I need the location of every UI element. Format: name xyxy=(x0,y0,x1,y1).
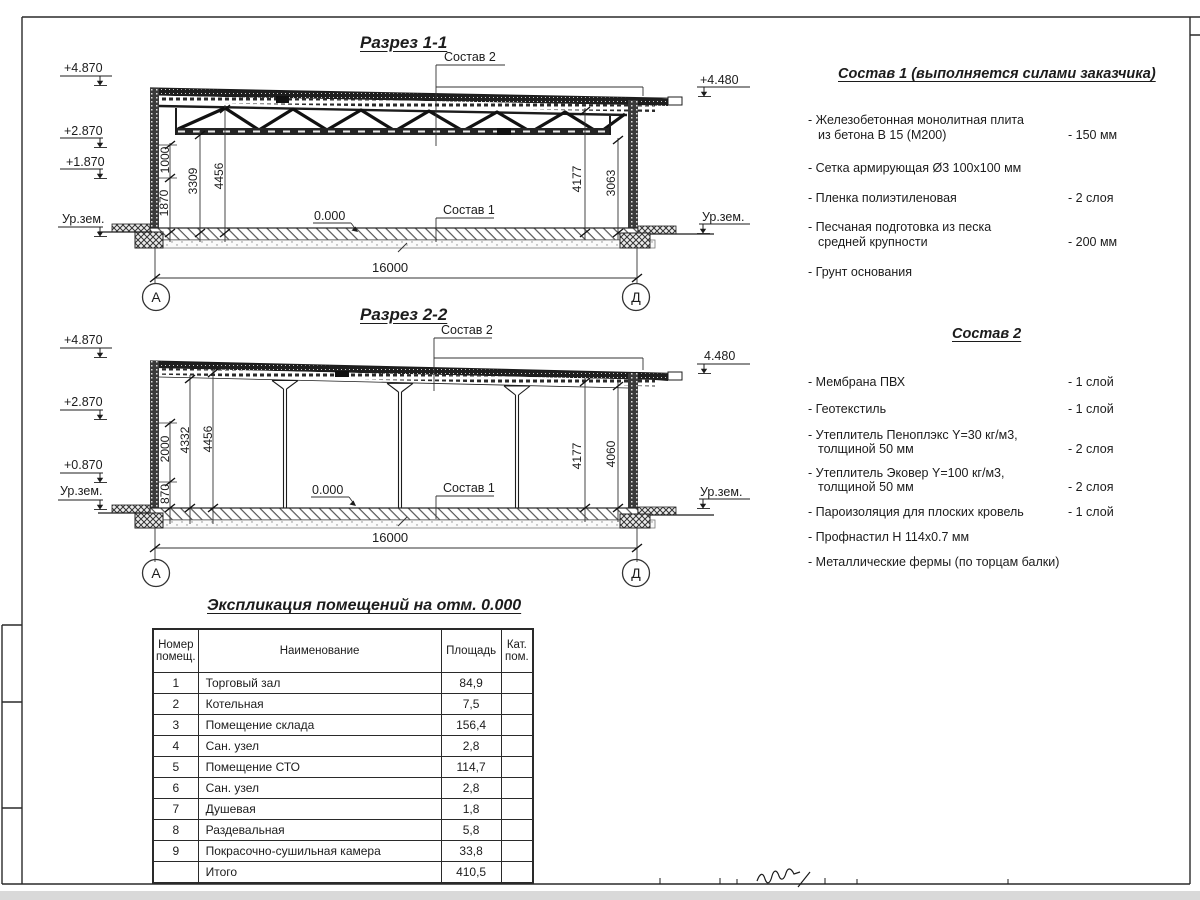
dim-4177-s2: 4177 xyxy=(570,442,584,470)
elevation-mark-plus4870-s1: +4.870 xyxy=(64,61,103,75)
room-name: Покрасочно-сушильная камера xyxy=(198,841,441,862)
table-row xyxy=(153,694,533,715)
composition2-item3-line2: толщиной 50 мм xyxy=(818,442,914,456)
dim-1000-s1: 1000 xyxy=(158,146,172,174)
table-total-row xyxy=(153,862,533,884)
elevation-mark-plus0870-s2: +0.870 xyxy=(64,458,103,472)
composition2-item1-value: - 1 слой xyxy=(1068,375,1114,389)
callout-sostav2-s2: Состав 2 xyxy=(441,323,493,337)
composition2-item7-line1: - Металлические фермы (по торцам балки) xyxy=(808,555,1060,569)
composition2-item4-line2: толщиной 50 мм xyxy=(818,480,914,494)
room-cat xyxy=(501,715,533,736)
room-num: 2 xyxy=(153,694,198,715)
dim-span-16000-s2: 16000 xyxy=(372,530,409,545)
table-row xyxy=(153,736,533,757)
room-num: 3 xyxy=(153,715,198,736)
room-name: Котельная xyxy=(198,694,441,715)
composition2-title: Состав 2 xyxy=(952,326,1022,342)
axis-bubble-d-s2: Д xyxy=(631,565,641,581)
dim-4060-s2: 4060 xyxy=(604,440,618,468)
room-name: Раздевальная xyxy=(198,820,441,841)
room-total-area: 410,5 xyxy=(441,862,501,884)
room-area: 33,8 xyxy=(441,841,501,862)
room-name: Торговый зал xyxy=(198,673,441,694)
zero-level-label-s2: 0.000 xyxy=(312,483,344,497)
composition2-item3-line1: - Утеплитель Пеноплэкс Y=30 кг/м3, xyxy=(808,428,1018,442)
axis-bubble-a-s1: А xyxy=(151,289,161,305)
room-name: Сан. узел xyxy=(198,736,441,757)
header-room-cat-line1: Кат. xyxy=(506,639,527,651)
header-room-cat-line2: пом. xyxy=(504,651,529,663)
room-cat xyxy=(501,820,533,841)
composition2-item3-value: - 2 слоя xyxy=(1068,442,1114,456)
ground-level-label-left-s2: Ур.зем. xyxy=(60,484,103,498)
header-room-area: Площадь xyxy=(441,629,501,673)
elevation-mark-plus2870-s2: +2.870 xyxy=(64,395,103,409)
dim-2000-s2: 2000 xyxy=(158,435,172,463)
dim-span-16000-s1: 16000 xyxy=(372,260,409,275)
dim-3309-s1: 3309 xyxy=(186,167,200,195)
elevation-mark-4480-s2: 4.480 xyxy=(704,349,736,363)
composition2-item6-line1: - Профнастил Н 114х0.7 мм xyxy=(808,530,970,544)
table-row xyxy=(153,841,533,862)
room-name: Душевая xyxy=(198,799,441,820)
composition2-item1-line1: - Мембрана ПВХ xyxy=(808,375,906,389)
room-num: 6 xyxy=(153,778,198,799)
room-cat xyxy=(501,694,533,715)
scan-edge-shadow xyxy=(0,891,1200,900)
callout-sostav1-s2: Состав 1 xyxy=(443,481,495,495)
composition1-item4-value: - 200 мм xyxy=(1068,235,1118,249)
room-cat xyxy=(501,757,533,778)
axis-bubble-a-s2: А xyxy=(151,565,161,581)
room-cat xyxy=(501,841,533,862)
table-row xyxy=(153,820,533,841)
callout-sostav2-s1: Состав 2 xyxy=(444,50,496,64)
composition1-item3-value: - 2 слоя xyxy=(1068,191,1114,205)
elevation-mark-plus4480-s1: +4.480 xyxy=(700,73,739,87)
composition1-item1-line2: из бетона В 15 (М200) xyxy=(818,128,947,142)
room-area: 84,9 xyxy=(441,673,501,694)
composition2-item4-line1: - Утеплитель Эковер Y=100 кг/м3, xyxy=(808,466,1005,480)
room-cat xyxy=(501,778,533,799)
room-total-label: Итого xyxy=(198,862,441,884)
room-cat xyxy=(501,736,533,757)
composition2-item5-value: - 1 слой xyxy=(1068,505,1114,519)
room-area: 5,8 xyxy=(441,820,501,841)
room-schedule-table xyxy=(152,628,534,884)
composition2-item2-value: - 1 слой xyxy=(1068,402,1114,416)
header-room-cat xyxy=(501,629,533,673)
composition2-item5-line1: - Пароизоляция для плоских кровель xyxy=(808,505,1024,519)
axis-bubble-d-s1: Д xyxy=(631,289,641,305)
room-name: Сан. узел xyxy=(198,778,441,799)
elevation-mark-plus1870-s1: +1.870 xyxy=(66,155,105,169)
dim-4456-s2: 4456 xyxy=(201,425,215,453)
table-header-row xyxy=(153,629,533,673)
zero-level-label-s1: 0.000 xyxy=(314,209,346,223)
composition1-item2-line1: - Сетка армирующая Ø3 100х100 мм xyxy=(808,161,1022,175)
room-area: 7,5 xyxy=(441,694,501,715)
composition2-item4-value: - 2 слоя xyxy=(1068,480,1114,494)
composition1-item3-line1: - Пленка полиэтиленовая xyxy=(808,191,957,205)
dim-1870-s1: 1870 xyxy=(157,189,171,217)
room-area: 1,8 xyxy=(441,799,501,820)
table-row xyxy=(153,757,533,778)
table-row xyxy=(153,799,533,820)
composition1-item1-line1: - Железобетонная монолитная плита xyxy=(808,113,1024,127)
ground-level-label-left-s1: Ур.зем. xyxy=(62,212,105,226)
dim-4456-s1: 4456 xyxy=(212,162,226,190)
ground-level-label-right-s2: Ур.зем. xyxy=(700,485,743,499)
composition1-title: Состав 1 (выполняется силами заказчика) xyxy=(838,66,1156,82)
room-num: 4 xyxy=(153,736,198,757)
room-num: 5 xyxy=(153,757,198,778)
callout-sostav1-s1: Состав 1 xyxy=(443,203,495,217)
room-table-title: Экспликация помещений на отм. 0.000 xyxy=(207,597,522,614)
composition1-item4-line2: средней крупности xyxy=(818,235,928,249)
dim-870-s2: 870 xyxy=(158,483,172,505)
header-room-number-line1: Номер xyxy=(158,639,194,651)
room-area: 156,4 xyxy=(441,715,501,736)
room-cat xyxy=(501,862,533,884)
section2-title: Разрез 2-2 xyxy=(360,305,448,324)
section1-title: Разрез 1-1 xyxy=(360,33,448,52)
composition1-item4-line1: - Песчаная подготовка из песка xyxy=(808,220,992,234)
room-num xyxy=(153,862,198,884)
elevation-mark-plus4870-s2: +4.870 xyxy=(64,333,103,347)
header-room-number xyxy=(153,629,198,673)
table-row xyxy=(153,673,533,694)
room-num: 8 xyxy=(153,820,198,841)
room-name: Помещение склада xyxy=(198,715,441,736)
room-num: 1 xyxy=(153,673,198,694)
header-room-name: Наименование xyxy=(198,629,441,673)
table-row xyxy=(153,778,533,799)
composition1-item5-line1: - Грунт основания xyxy=(808,265,913,279)
composition1-item1-value: - 150 мм xyxy=(1068,128,1118,142)
room-cat xyxy=(501,673,533,694)
elevation-mark-plus2870-s1: +2.870 xyxy=(64,124,103,138)
ground-level-label-right-s1: Ур.зем. xyxy=(702,210,745,224)
dim-4332-s2: 4332 xyxy=(178,426,192,454)
composition2-item2-line1: - Геотекстиль xyxy=(808,402,887,416)
header-room-number-line2: помещ. xyxy=(156,651,196,663)
room-cat xyxy=(501,799,533,820)
room-num: 9 xyxy=(153,841,198,862)
room-area: 114,7 xyxy=(441,757,501,778)
table-row xyxy=(153,715,533,736)
dim-3063-s1: 3063 xyxy=(604,169,618,197)
room-area: 2,8 xyxy=(441,778,501,799)
room-num: 7 xyxy=(153,799,198,820)
room-area: 2,8 xyxy=(441,736,501,757)
room-name: Помещение СТО xyxy=(198,757,441,778)
dim-4177-s1: 4177 xyxy=(570,165,584,193)
